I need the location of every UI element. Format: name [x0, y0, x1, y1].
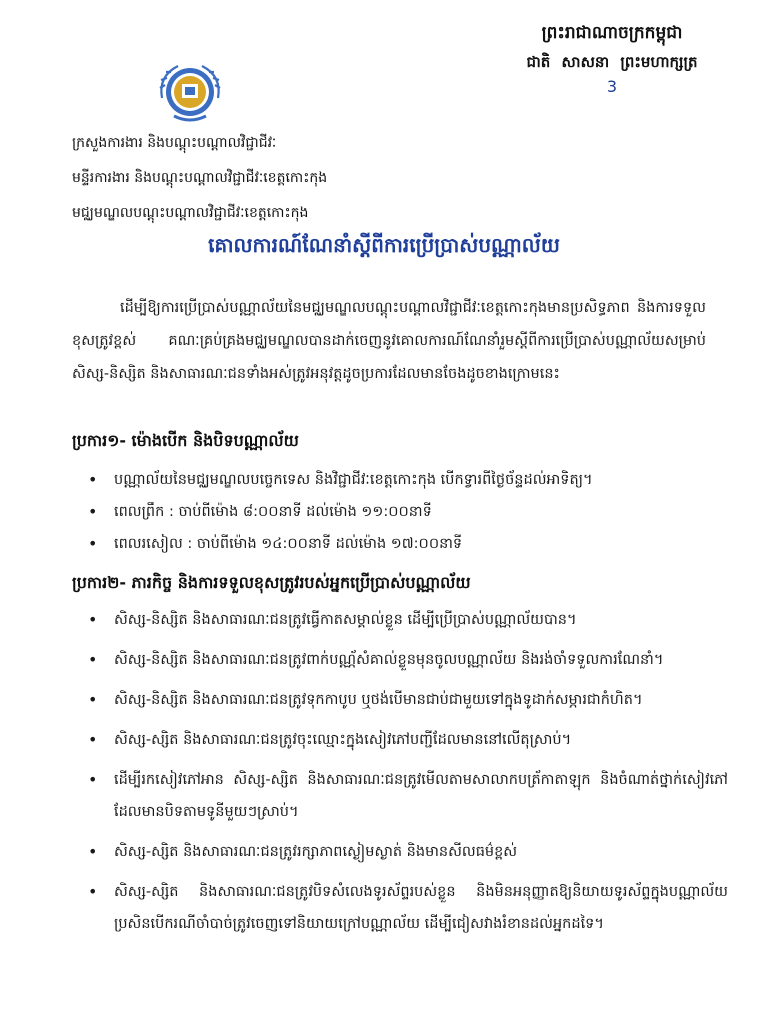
list-item: • សិស្ស-ស្សិត និងសាធារណៈជនត្រូវបិទសំលេងទូរស័ព្ទរបស់ខ្លួន និងមិនអនុញ្ញាតឱ្យនិយាយទូរស័ព្ទក្នុងបណ្ណាល័យ ប្រសិនបើករណីចាំបាច់ត្រូវចេញទៅនិយាយក្រៅបណ្ណាល័យ ដើម្បីជៀសវាងរំខានដល់អ្នកដទៃ។: [86, 876, 728, 940]
list-item: • សិស្ស-និស្សិត និងសាធារណៈជនត្រូវទុកកាបូប ឬថង់បើមានជាប់ជាមួយទៅក្នុងទូដាក់សម្ភារជាកំហិត។: [86, 684, 728, 716]
section-2-heading: ប្រការ២- ភារកិច្ច និងការទទួលខុសត្រូវរបស់អ្នកប្រើប្រាស់បណ្ណាល័យ: [72, 573, 471, 592]
ministry-line-3: មជ្ឈមណ្ឌលបណ្តុះបណ្តាលវិជ្ជាជីវៈខេត្តកោះកុង: [72, 205, 309, 221]
ministry-line-2: មន្ទីរការងារ និងបណ្តុះបណ្តាលវិជ្ជាជីវៈខេត្តកោះកុង: [72, 170, 328, 186]
list-item: • សិស្ស-និស្សិត និងសាធារណៈជនត្រូវធ្វើកាតសម្គាល់ខ្លួន ដើម្បីប្រើប្រាស់បណ្ណាល័យបាន។: [86, 604, 728, 636]
document-title: គោលការណ៍ណែនាំស្តីពីការប្រើប្រាស់បណ្ណាល័យ: [208, 233, 560, 257]
kingdom-header: [512, 22, 712, 96]
intro-paragraph: ដើម្បីឱ្យការប្រើប្រាស់បណ្ណាល័យនៃមជ្ឈមណ្ឌលបណ្តុះបណ្តាលវិជ្ជាជីវៈខេត្តកោះកុងមានប្រសិទ្ធភាព និងការទទួលខុសត្រូវខ្ពស់ គណៈគ្រប់គ្រងមជ្ឈមណ្ឌលបានដាក់ចេញនូវគោលការណ៍ណែនាំរួមស្តីពីការប្រើប្រាស់បណ្ណាល័យសម្រាប់សិស្ស-និស្សិត និងសាធារណៈជនទាំងអស់ត្រូវអនុវត្តដូចប្រការដែលមានចែងដូចខាងក្រោមនេះ: [72, 300, 706, 382]
ministry-logo: [152, 58, 228, 128]
section-2-list: [86, 604, 728, 948]
ornament-flourish: 3: [606, 77, 618, 96]
list-item: • សិស្ស-ស្សិត និងសាធារណៈជនត្រូវរក្សាភាពស្ងៀមស្ងាត់ និងមានសីលធម៌ខ្ពស់: [86, 836, 728, 868]
list-item: • ដើម្បីរកសៀវភៅអាន សិស្ស-ស្សិត និងសាធារណៈជនត្រូវមើលតាមសាលាកបត្រ័កាតាឡុក និងចំណាត់ថ្នាក់សៀវភៅដែលមានបិទតាមទូនីមួយៗស្រាប់។: [86, 764, 728, 828]
section-1-heading: ប្រការ១- ម៉ោងបើក និងបិទបណ្ណាល័យ: [72, 431, 299, 450]
kingdom-title: ព្រះរាជាណាចក្រកម្ពុជា: [541, 23, 683, 43]
list-item: • សិស្ស-និស្សិត និងសាធារណៈជនត្រូវពាក់បណ្ណ័សំគាល់ខ្លួនមុនចូលបណ្ណាល័យ និងរង់ចាំទទួលការណែនាំ។: [86, 644, 728, 676]
list-item: • ពេលរសៀល : ចាប់ពីម៉ោង ១៤:០០នាទី ដល់ម៉ោង ១៧:០០នាទី: [86, 528, 728, 560]
ministry-line-1: ក្រសួងការងារ និងបណ្តុះបណ្តាលវិជ្ជាជីវៈ: [72, 135, 277, 151]
list-item: • ពេលព្រឹក : ចាប់ពីម៉ោង ៨:០០នាទី ដល់ម៉ោង ១១:០០នាទី: [86, 496, 728, 528]
section-1-list: [86, 464, 728, 560]
national-motto: ជាតិ សាសនា ព្រះមហាក្សត្រ: [526, 53, 698, 71]
ministry-block: [72, 126, 327, 231]
list-item: • បណ្ណាល័យនៃមជ្ឈមណ្ឌលបច្ចេកទេស និងវិជ្ជាជីវៈខេត្តកោះកុង បើកទ្វារពីថ្ងៃច័ន្ទដល់អាទិត្យ។: [86, 464, 728, 496]
list-item: • សិស្ស-ស្សិត និងសាធារណៈជនត្រូវចុះឈ្មោះក្នុងសៀវភៅបញ្ជីដែលមាននៅលើតុស្រាប់។: [86, 724, 728, 756]
